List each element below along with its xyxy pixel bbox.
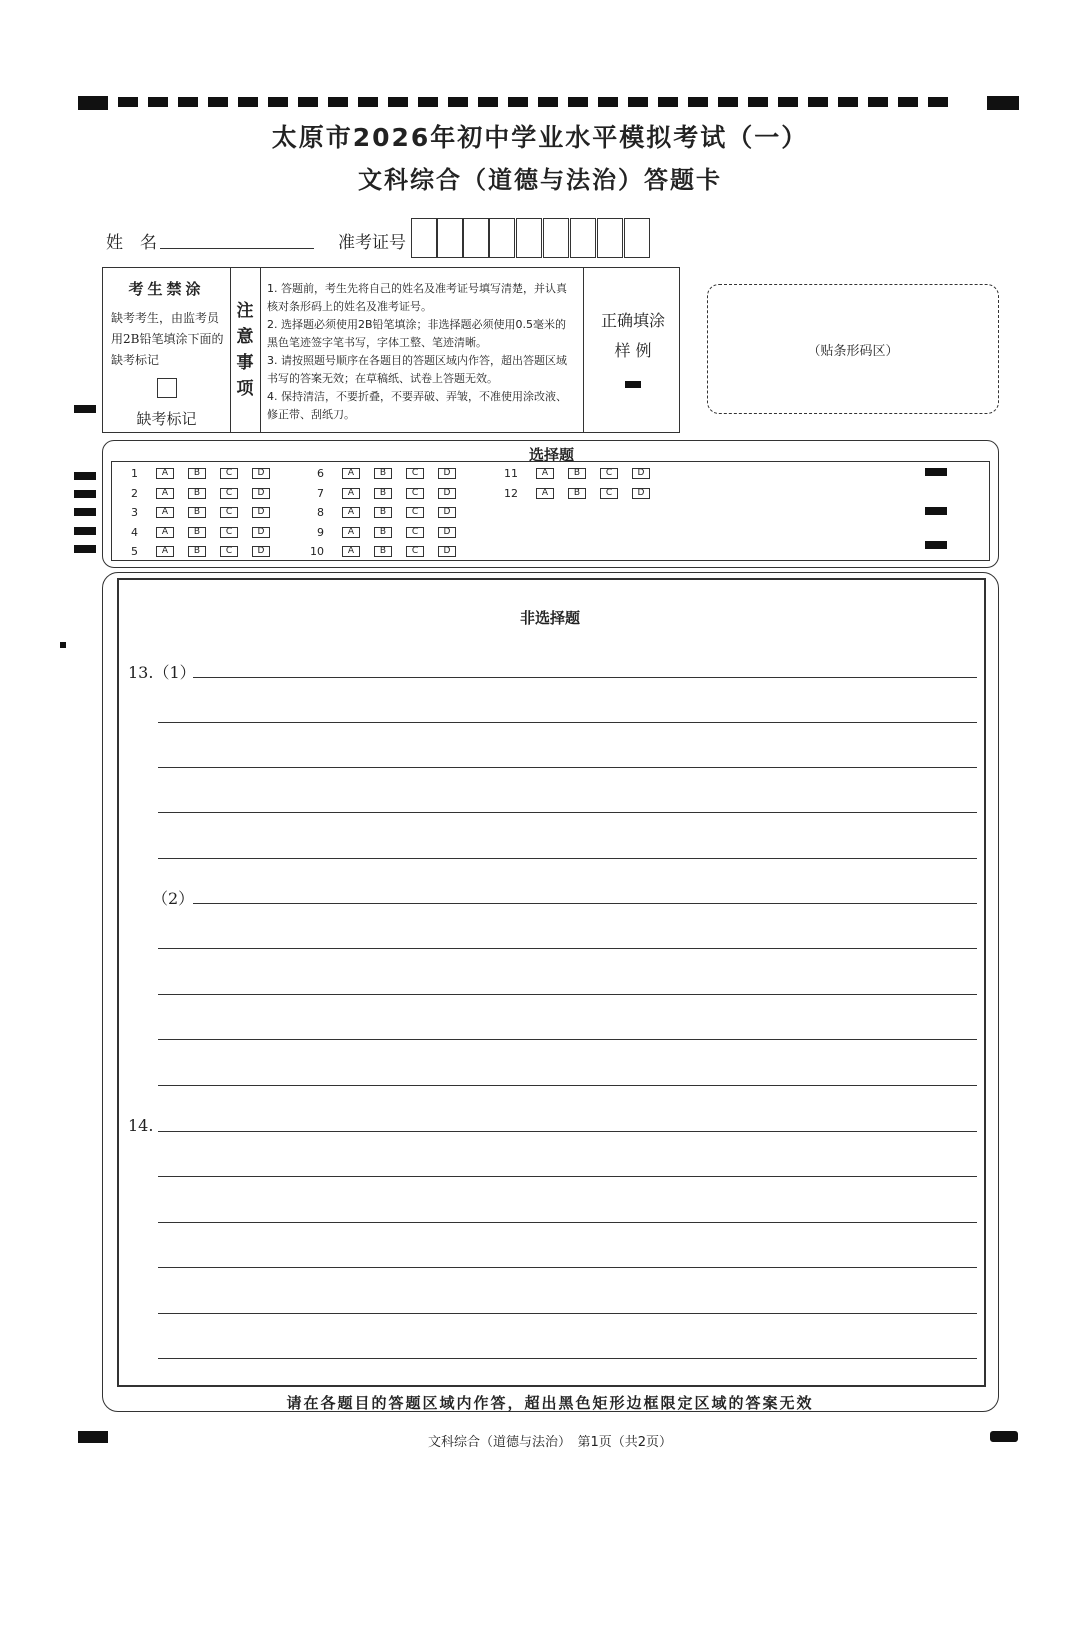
note-item: 2. 选择题必须使用2B铅笔填涂；非选择题必须使用0.5毫米的黑色笔迹签字笔书写，字体工整、笔迹清晰。 [267,318,567,349]
mcq-option-bubble[interactable]: C [220,527,238,538]
answer-line[interactable] [158,767,977,768]
timing-mark-left [60,642,66,648]
absent-title: 考生禁涂 [128,280,205,298]
notes-title-char: 注 [236,301,254,321]
mcq-question-number: 11 [504,467,518,480]
absent-mark-label: 缺考标记 [136,410,197,428]
barcode-label: （贴条形码区） [807,343,899,359]
mcq-option-bubble[interactable]: D [438,468,456,479]
question-13-2-label: （2） [152,889,195,908]
mcq-option-bubble[interactable]: B [188,546,206,557]
mcq-option-bubble[interactable]: B [374,507,392,518]
mcq-question-row [494,467,664,481]
mcq-option-bubble[interactable]: B [374,527,392,538]
page-info: 文科综合（道德与法治） 第1页（共2页） [427,1435,673,1450]
mcq-question-number: 4 [131,525,138,539]
mcq-option-bubble[interactable]: C [600,468,618,479]
mcq-option-bubble[interactable]: D [438,488,456,499]
mcq-option-bubble[interactable]: D [438,527,456,538]
absent-checkbox[interactable] [157,378,177,398]
mcq-option-bubble[interactable]: B [188,468,206,479]
mcq-option-bubble[interactable]: C [406,507,424,518]
essay-section [117,578,986,1387]
name-field[interactable] [160,248,314,249]
timing-mark-left [74,405,96,413]
mcq-option-bubble[interactable]: D [252,546,270,557]
answer-line[interactable] [158,1039,977,1040]
mcq-question-row [114,526,284,540]
mcq-option-bubble[interactable]: D [632,468,650,479]
mcq-option-bubble[interactable]: A [536,468,554,479]
question-14-label: 14. [128,1116,154,1135]
mcq-option-bubble[interactable]: A [342,527,360,538]
mcq-option-bubble[interactable]: B [568,468,586,479]
mcq-grid [111,461,990,561]
mcq-question-number: 1 [131,467,138,480]
mcq-question-row [300,545,470,559]
timing-mark-top-left [78,96,108,110]
mcq-section [102,440,999,568]
mcq-option-bubble[interactable]: B [374,546,392,557]
mcq-question-number: 12 [504,486,518,500]
timing-mark-left [74,508,96,516]
mcq-option-bubble[interactable]: C [406,527,424,538]
note-item: 4. 保持清洁，不要折叠，不要弄破、弄皱，不准使用涂改液、修正带、刮纸刀。 [267,390,567,421]
mcq-option-bubble[interactable]: A [342,507,360,518]
mcq-option-bubble[interactable]: A [342,468,360,479]
mcq-option-bubble[interactable]: D [252,507,270,518]
notes-title-char: 意 [236,327,254,347]
essay-title: 非选择题 [519,609,580,627]
mcq-question-number: 8 [317,506,324,519]
mcq-option-bubble[interactable]: A [156,527,174,538]
mcq-option-bubble[interactable]: B [374,488,392,499]
mcq-option-bubble[interactable]: D [252,468,270,479]
mcq-question-row [300,526,470,540]
absent-instruction: 缺考考生，由监考员用2B铅笔填涂下面的缺考标记 [111,311,224,367]
exam-id-digit-box[interactable] [516,218,542,258]
answer-line[interactable] [158,948,977,949]
mcq-question-row [300,467,470,481]
exam-id-digit-box[interactable] [437,218,463,258]
exam-id-digit-box[interactable] [411,218,437,258]
mcq-option-bubble[interactable]: B [188,507,206,518]
timing-mark-top-right [987,96,1019,110]
mcq-question-row [114,487,284,501]
mcq-option-bubble[interactable]: C [220,507,238,518]
answer-line[interactable] [158,722,977,723]
answer-line[interactable] [158,1313,977,1314]
mcq-option-bubble[interactable]: C [600,488,618,499]
correct-fill-sample [625,381,641,388]
exam-id-digit-box[interactable] [624,218,650,258]
mcq-option-bubble[interactable]: D [252,488,270,499]
mcq-option-bubble[interactable]: B [188,488,206,499]
correct-fill-line2: 样 例 [614,341,652,360]
info-table [102,267,680,433]
note-item: 1. 答题前，考生先将自己的姓名及准考证号填写清楚，并认真核对条形码上的姓名及准考证号。 [267,282,567,313]
answer-line[interactable] [158,1358,977,1359]
mcq-title: 选择题 [528,446,574,464]
exam-id-digit-box[interactable] [597,218,623,258]
exam-id-label: 准考证号 [338,233,406,253]
mcq-option-bubble[interactable]: B [568,488,586,499]
mcq-option-bubble[interactable]: A [156,468,174,479]
mcq-question-number: 6 [317,467,324,480]
mcq-option-bubble[interactable]: C [406,546,424,557]
mcq-question-number: 2 [131,486,138,500]
mcq-question-row [114,545,284,559]
answer-line[interactable] [158,994,977,995]
mcq-option-bubble[interactable]: B [374,468,392,479]
timing-mark-left [74,527,96,535]
mcq-question-number: 5 [131,545,138,558]
timing-mark-left [74,545,96,553]
notes-title-char: 事 [236,353,254,373]
notes-title-char: 项 [236,379,254,399]
mcq-question-row [300,506,470,520]
mcq-question-number: 9 [317,525,324,539]
timing-bar-top [118,97,948,107]
exam-id-digit-box[interactable] [463,218,489,258]
mcq-question-number: 3 [131,506,138,519]
mcq-question-row [114,467,284,481]
answer-line[interactable] [193,677,977,678]
mcq-option-bubble[interactable]: A [156,507,174,518]
exam-id-digit-box[interactable] [570,218,596,258]
mcq-question-row [300,487,470,501]
answer-line[interactable] [193,903,977,904]
mcq-option-bubble[interactable]: A [342,546,360,557]
mcq-option-bubble[interactable]: C [406,468,424,479]
mcq-option-bubble[interactable]: A [156,488,174,499]
answer-line[interactable] [158,812,977,813]
mcq-option-bubble[interactable]: A [342,488,360,499]
note-item: 3. 请按照题号顺序在各题目的答题区域内作答，超出答题区域书写的答案无效；在草稿纸、试卷上答题无效。 [267,354,567,385]
mcq-option-bubble[interactable]: D [438,507,456,518]
answer-line[interactable] [158,1176,977,1177]
mcq-option-bubble[interactable]: D [632,488,650,499]
name-label: 姓 名 [106,233,157,253]
timing-mark-left [74,472,96,480]
mcq-question-row [114,506,284,520]
answer-line[interactable] [158,1085,977,1086]
mcq-question-number: 10 [310,545,324,558]
correct-fill-line1: 正确填涂 [600,311,665,330]
exam-id-digit-box[interactable] [543,218,569,258]
barcode-area [707,284,999,414]
mcq-option-bubble[interactable]: A [536,488,554,499]
notes-title [230,298,260,402]
mcq-option-bubble[interactable]: D [252,527,270,538]
mcq-option-bubble[interactable]: C [220,488,238,499]
answer-line[interactable] [158,1267,977,1268]
mcq-option-bubble[interactable]: B [188,527,206,538]
mcq-option-bubble[interactable]: D [438,546,456,557]
answer-line[interactable] [158,1222,977,1223]
mcq-option-bubble[interactable]: C [220,546,238,557]
mcq-question-row [494,487,664,501]
answer-line[interactable] [158,858,977,859]
notes-list [267,280,575,424]
correct-fill-title [585,306,681,366]
mcq-option-bubble[interactable]: C [220,468,238,479]
footer-warning: 请在各题目的答题区域内作答，超出黑色矩形边框限定区域的答案无效 [286,1394,814,1412]
exam-id-digit-box[interactable] [489,218,515,258]
question-13-label: 13.（1） [128,663,196,682]
mcq-option-bubble[interactable]: A [156,546,174,557]
exam-title: 太原市2026年初中学业水平模拟考试（一） [271,123,809,152]
answer-sheet-title: 文科综合（道德与法治）答题卡 [358,166,722,194]
mcq-option-bubble[interactable]: C [406,488,424,499]
timing-mark-left [74,490,96,498]
answer-line[interactable] [158,1131,977,1132]
mcq-question-number: 7 [317,486,324,500]
